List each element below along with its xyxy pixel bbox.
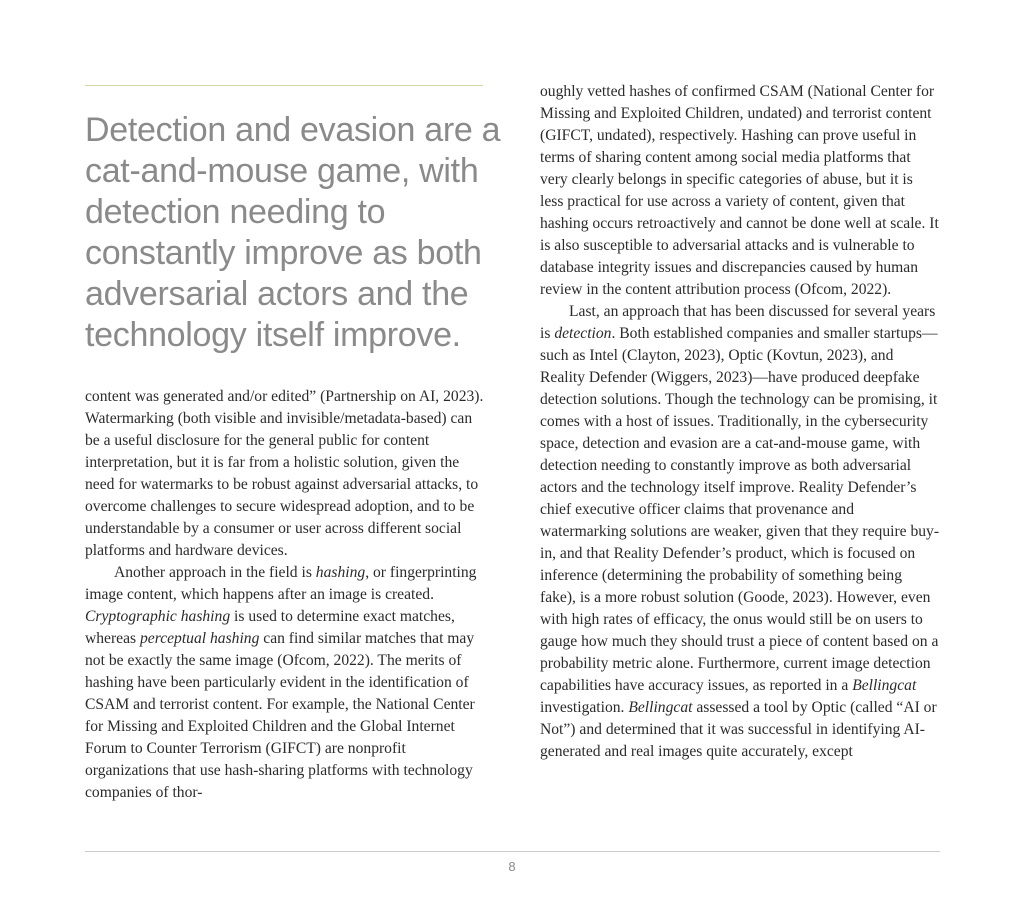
text-run: investigation. (540, 699, 629, 716)
emphasis-perceptual-hashing: perceptual hashing (139, 630, 260, 647)
right-paragraph-2 (540, 301, 940, 763)
footer-rule (85, 851, 940, 852)
text-run: is used to determine exact matches, whereas (85, 608, 455, 647)
emphasis-bellingcat: Bellingcat (628, 699, 693, 716)
text-run: . Both established companies and smaller startups—such as Intel (Clayton, 2023), Optic (Kovtun, 2023), and Reality Defender (Wiggers, 2023)—have produced deepfake detection solutions. Though the technology can be promising, it comes with a host of issues. Traditionally, in the cybersecurity space, detection and evasion are a cat-and-mouse game, with detection needing to constantly improve as both adversarial actors and the technology itself improve. Reality Defender’s chief executive officer claims that provenance and watermarking solutions are weaker, given that they require buy-in, and that Reality Defender’s product, which is focused on inference (determining the probability of something being fake), is a more robust solution (Goode, 2023). However, even with high rates of efficacy, the onus would still be on users to gauge how much they should trust a piece of content based on a probability metric alone. Furthermore, current image detection capabilities have accuracy issues, as reported in a (540, 325, 940, 694)
right-paragraph-1: oughly vetted hashes of confirmed CSAM (National Center for Missing and Exploited Children, undated) and terrorist content (GIFCT, undated), respectively. Hashing can prove useful in terms of sharing content among social media platforms that very clearly belongs in specific categories of abuse, but it is less practical for use across a variety of content, given that hashing occurs retroactively and cannot be done well at scale. It is also susceptible to adversarial attacks and is vulnerable to database integrity issues and discrepancies caused by human review in the content attribution process (Ofcom, 2022). (540, 83, 939, 298)
text-run: can find similar matches that may not be exactly the same image (Ofcom, 2022). The merits of hashing have been particularly evident in the identification of CSAM and terrorist content. For example, the National Center for Missing and Exploited Children and the Global Internet Forum to Counter Terrorism (GIFCT) are nonprofit organizations that use hash-sharing platforms with technology companies of thor- (85, 630, 475, 801)
pull-quote: Detection and evasion are a cat-and-mouse game, with detection needing to constantly improve as both adversarial actors and the technology itself improve. (85, 111, 501, 354)
emphasis-hashing: hashing (315, 564, 366, 581)
left-paragraph-2 (85, 562, 485, 804)
emphasis-detection: detection (554, 325, 612, 342)
emphasis-cryptographic-hashing: Cryptographic hashing (85, 608, 231, 625)
text-run: Last, an approach that has been discussed for several years is (540, 303, 936, 342)
text-run: , or fingerprinting image content, which happens after an image is created. (85, 564, 477, 603)
text-run: assessed a tool by Optic (called “AI or Not”) and determined that it was successful in identifying AI-generated and real images quite accurately, except (540, 699, 937, 760)
left-paragraph-1: content was generated and/or edited” (Partnership on AI, 2023). Watermarking (both visible and invisible/metadata-based) can be a useful disclosure for the general public for content interpretation, but it is far from a holistic solution, given the need for watermarks to be robust against adversarial attacks, to overcome challenges to secure widespread adoption, and to be understandable by a consumer or user across different social platforms and hardware devices. (85, 388, 484, 559)
right-column (540, 81, 940, 763)
page-number: 8 (508, 859, 516, 874)
text-run: Another approach in the field is (114, 564, 316, 581)
left-column (85, 386, 485, 804)
emphasis-bellingcat: Bellingcat (852, 677, 917, 694)
top-rule (85, 85, 483, 86)
